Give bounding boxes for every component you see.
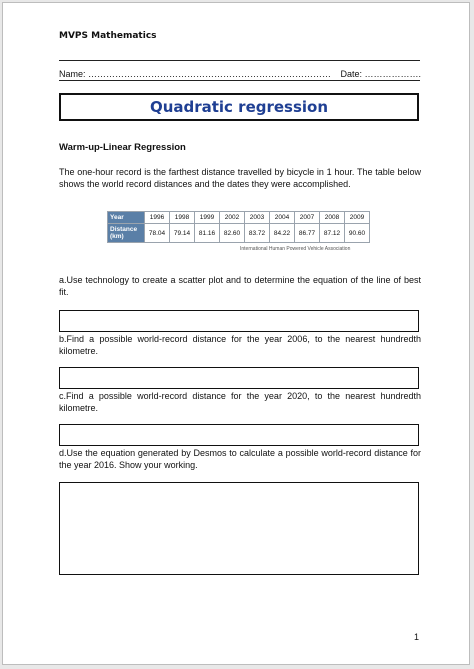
school-name: MVPS Mathematics (59, 31, 157, 41)
year-cell: 2009 (345, 212, 370, 224)
year-cell: 2002 (220, 212, 245, 224)
answer-box-d[interactable] (59, 482, 419, 575)
year-cell: 1996 (145, 212, 170, 224)
name-field[interactable]: Name: ……………………………………………………………………… (59, 69, 332, 79)
year-cell: 2007 (295, 212, 320, 224)
year-cell: 2003 (245, 212, 270, 224)
date-field[interactable]: Date: ………………. (340, 69, 421, 79)
section-heading: Warm-up-Linear Regression (59, 142, 186, 153)
distance-header-unit: (km) (110, 233, 124, 240)
question-a: a.Use technology to create a scatter plot and to determine the equation of the line of best fit. (59, 275, 421, 297)
distance-cell: 81.16 (195, 224, 220, 243)
distance-cell: 79.14 (170, 224, 195, 243)
year-row (108, 212, 370, 224)
answer-box-a[interactable] (59, 310, 419, 332)
page-number: 1 (414, 632, 420, 642)
distance-header (108, 224, 145, 243)
page-title: Quadratic regression (149, 98, 329, 116)
question-c: c.Find a possible world-record distance for the year 2020, to the nearest hundredth kilometre. (59, 391, 421, 413)
distance-cell: 84.22 (270, 224, 295, 243)
distance-cell: 86.77 (295, 224, 320, 243)
year-cell: 2008 (320, 212, 345, 224)
name-date-line (59, 69, 421, 79)
question-b: b.Find a possible world-record distance for the year 2006, to the nearest hundredth kilometre. (59, 334, 421, 356)
name-rule (59, 80, 420, 81)
distance-header-label: Distance (110, 226, 138, 233)
year-cell: 2004 (270, 212, 295, 224)
question-d: d.Use the equation generated by Desmos to calculate a possible world-record distance for the year 2016. Show your working. (59, 448, 421, 470)
year-cell: 1998 (170, 212, 195, 224)
year-header: Year (108, 212, 145, 224)
worksheet-page (2, 2, 470, 665)
year-cell: 1999 (195, 212, 220, 224)
title-box (59, 93, 419, 121)
distance-cell: 78.04 (145, 224, 170, 243)
intro-paragraph: The one-hour record is the farthest distance travelled by bicycle in 1 hour. The table below shows the world record distances and the dates they were accomplished. (59, 167, 421, 189)
record-table (107, 211, 370, 243)
answer-box-c[interactable] (59, 424, 419, 446)
answer-box-b[interactable] (59, 367, 419, 389)
header-rule (59, 60, 420, 61)
distance-cell: 83.72 (245, 224, 270, 243)
distance-row (108, 224, 370, 243)
table-source: International Human Powered Vehicle Association (240, 246, 351, 252)
distance-cell: 87.12 (320, 224, 345, 243)
distance-cell: 90.60 (345, 224, 370, 243)
distance-cell: 82.60 (220, 224, 245, 243)
